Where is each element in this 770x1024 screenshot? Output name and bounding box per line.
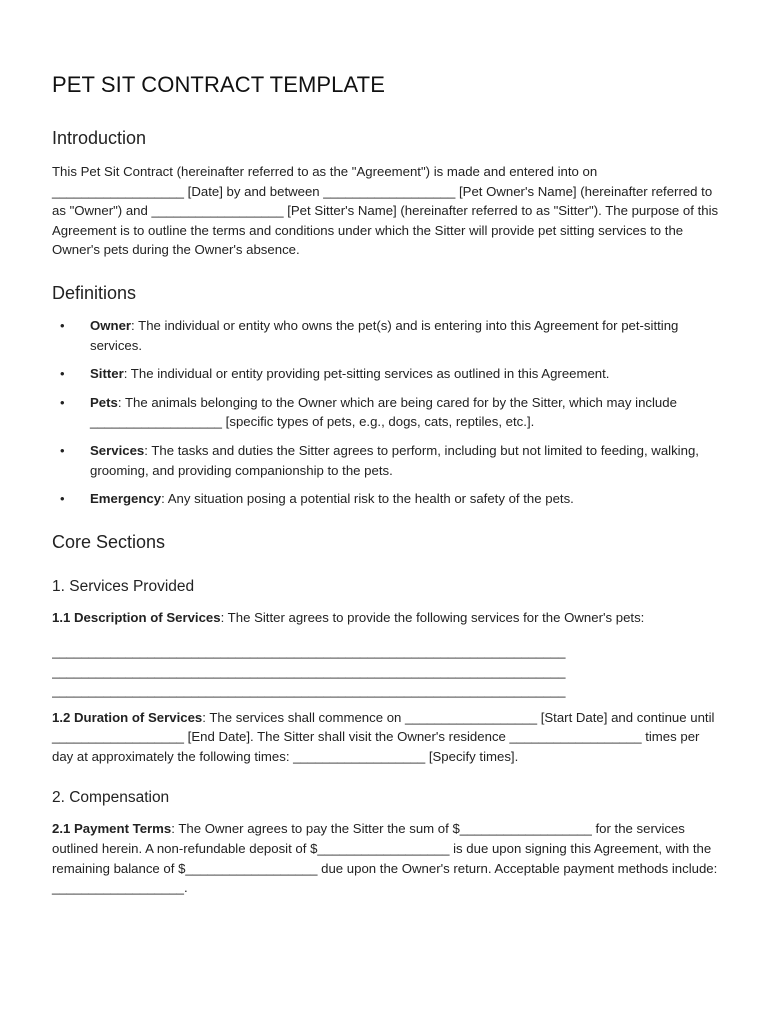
compensation-heading: 2. Compensation	[52, 789, 170, 807]
definition-item-pets	[52, 393, 722, 432]
definitions-list	[52, 316, 722, 509]
duration-of-services-paragraph	[52, 708, 722, 767]
payment-text: : The Owner agrees to pay the Sitter the sum of $__________________ for the services outlined herein. A non-refundable deposit of $__________________ is due upon signing this Agreement, with the remaining balance of $__________________ due upon the Owner's return. Acceptable payment methods include: __________________.	[52, 821, 718, 896]
definition-term: Owner	[90, 317, 132, 333]
definition-item-emergency	[52, 489, 722, 509]
definition-text: : The tasks and duties the Sitter agrees to perform, including but not limited to feeding, walking, grooming, and providing companionship to the pets.	[90, 442, 699, 478]
payment-term: 2.1 Payment Terms	[52, 821, 172, 837]
blank-line: ______________________________________________________________________	[52, 683, 566, 699]
payment-terms-paragraph	[52, 819, 722, 897]
services-provided-heading: 1. Services Provided	[52, 577, 195, 595]
blank-line: ______________________________________________________________________	[52, 644, 566, 660]
bullet-icon: •	[60, 491, 65, 507]
introduction-heading: Introduction	[52, 128, 147, 148]
bullet-icon: •	[60, 317, 65, 333]
document-page	[52, 72, 722, 898]
definition-term: Services	[90, 442, 145, 458]
definition-item-owner	[52, 316, 722, 355]
definition-item-services	[52, 441, 722, 480]
bullet-icon: •	[60, 366, 65, 382]
definition-text: : The individual or entity who owns the pet(s) and is entering into this Agreement for pet-sitting services.	[90, 317, 679, 353]
core-sections-heading: Core Sections	[52, 531, 166, 552]
description-text: : The Sitter agrees to provide the following services for the Owner's pets:	[220, 609, 645, 625]
blank-line: ______________________________________________________________________	[52, 663, 566, 679]
definition-item-sitter	[52, 364, 722, 384]
duration-term: 1.2 Duration of Services	[52, 709, 203, 725]
definition-text: : Any situation posing a potential risk to the health or safety of the pets.	[161, 491, 574, 507]
duration-text: : The services shall commence on __________________ [Start Date] and continue until __________________ [End Date]. The Sitter shall visit the Owner's residence __________________ times per day at approximately the following times: __________________ [Specify times].	[52, 709, 715, 764]
definition-term: Pets	[90, 394, 118, 410]
definition-term: Emergency	[90, 491, 162, 507]
services-blank-lines	[52, 642, 722, 700]
description-of-services-paragraph	[52, 608, 722, 628]
description-term: 1.1 Description of Services	[52, 609, 221, 625]
definitions-heading: Definitions	[52, 282, 137, 303]
document-title: PET SIT CONTRACT TEMPLATE	[52, 72, 385, 97]
definition-text: : The individual or entity providing pet-sitting services as outlined in this Agreement.	[123, 366, 610, 382]
introduction-paragraph: This Pet Sit Contract (hereinafter referred to as the "Agreement") is made and entered into on __________________ [Date] by and between __________________ [Pet Owner's Name] (hereinafter referred to as "Owner") and __________________ [Pet Sitter's Name] (hereinafter referred to as "Sitter"). The purpose of this Agreement is to outline the terms and conditions under which the Sitter will provide pet sitting services to the Owner's pets during the Owner's absence.	[52, 164, 719, 258]
bullet-icon: •	[60, 394, 65, 410]
definition-term: Sitter	[90, 366, 124, 382]
definition-text: : The animals belonging to the Owner which are being cared for by the Sitter, which may include __________________ [specific types of pets, e.g., dogs, cats, reptiles, etc.].	[90, 394, 677, 430]
bullet-icon: •	[60, 442, 65, 458]
